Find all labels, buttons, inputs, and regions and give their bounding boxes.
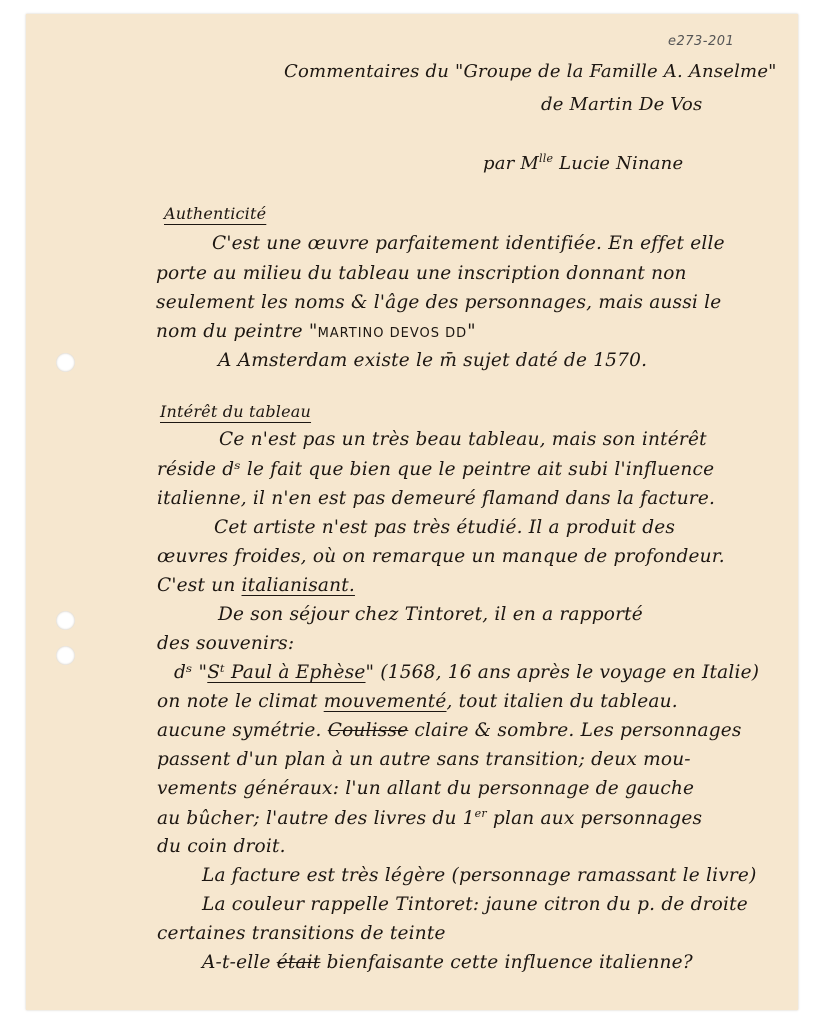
painter-inscription: MARTINO DEVOS DD <box>317 326 468 341</box>
interet-text: , tout italien du tableau. <box>446 691 678 712</box>
interet-line: De son séjour chez Tintoret, il en a rapporté <box>218 604 643 625</box>
author-name: Lucie Ninane <box>559 153 684 174</box>
author-prefix-sup: lle <box>539 152 554 165</box>
interet-text: dˢ " <box>174 662 208 683</box>
interet-line: réside dˢ le fait que bien que le peintre ait subi l'influence <box>157 459 715 480</box>
interet-line: Ce n'est pas un très beau tableau, mais son intérêt <box>219 429 707 450</box>
interet-line: œuvres froides, où on remarque un manque de profondeur. <box>157 546 725 567</box>
interet-line: certaines transitions de teinte <box>157 923 446 944</box>
interet-line <box>174 662 759 683</box>
archive-reference: e273-201 <box>668 34 735 49</box>
struck-word: était <box>276 952 321 973</box>
struck-word: Coulisse <box>327 720 409 741</box>
interet-text: aucune symétrie. <box>157 720 328 741</box>
interet-text: bienfaisante cette influence italienne? <box>320 952 693 973</box>
interet-text: " (1568, 16 ans après le voyage en Italie) <box>365 662 760 683</box>
interet-line <box>157 720 742 741</box>
document-title: Commentaires du "Groupe de la Famille A. Anselme" <box>284 61 777 82</box>
punch-hole <box>56 611 75 630</box>
interet-text: on note le climat <box>157 691 324 712</box>
interet-line <box>157 807 702 829</box>
interet-line: vements généraux: l'un allant du personnage de gauche <box>157 778 695 799</box>
interet-line: Cet artiste n'est pas très étudié. Il a produit des <box>214 517 676 538</box>
punch-hole <box>56 646 75 665</box>
interet-line: italienne, il n'en est pas demeuré flamand dans la facture. <box>157 488 716 509</box>
interet-line <box>157 691 678 712</box>
interet-line <box>202 952 693 973</box>
interet-text: A-t-elle <box>202 952 277 973</box>
authenticite-text: nom du peintre " <box>156 321 318 342</box>
authenticite-line: C'est une œuvre parfaitement identifiée. En effet elle <box>212 233 725 254</box>
interet-line <box>157 575 355 596</box>
authenticite-line <box>156 321 476 342</box>
interet-line: des souvenirs: <box>157 633 295 654</box>
interet-text: au bûcher; l'autre des livres du 1 <box>157 808 475 830</box>
interet-text: C'est un <box>157 575 242 596</box>
heading-authenticite: Authenticité <box>164 204 267 223</box>
interet-text: claire & sombre. Les personnages <box>408 720 742 741</box>
author-prefix: par M <box>483 153 540 174</box>
author-line <box>483 152 683 174</box>
interet-line: du coin droit. <box>157 836 286 857</box>
punch-hole <box>56 353 75 372</box>
document-subtitle: de Martin De Vos <box>541 94 703 115</box>
quote-close: " <box>467 321 476 342</box>
interet-line: La facture est très légère (personnage ramassant le livre) <box>202 865 757 886</box>
amsterdam-line: A Amsterdam existe le m̄ sujet daté de 1570. <box>218 350 648 371</box>
authenticite-line: seulement les noms & l'âge des personnages, mais aussi le <box>156 292 722 313</box>
authenticite-line: porte au milieu du tableau une inscription donnant non <box>156 263 687 284</box>
interet-line: passent d'un plan à un autre sans transition; deux mou- <box>157 749 691 770</box>
document-page <box>26 14 798 1010</box>
painting-title: Sᵗ Paul à Ephèse <box>207 662 366 683</box>
superscript: er <box>474 807 487 820</box>
underlined-word: italianisant. <box>241 575 355 596</box>
heading-interet: Intérêt du tableau <box>160 402 312 421</box>
interet-line: La couleur rappelle Tintoret: jaune citron du p. de droite <box>202 894 748 915</box>
interet-text: plan aux personnages <box>486 808 703 830</box>
underlined-word: mouvementé <box>323 691 447 712</box>
